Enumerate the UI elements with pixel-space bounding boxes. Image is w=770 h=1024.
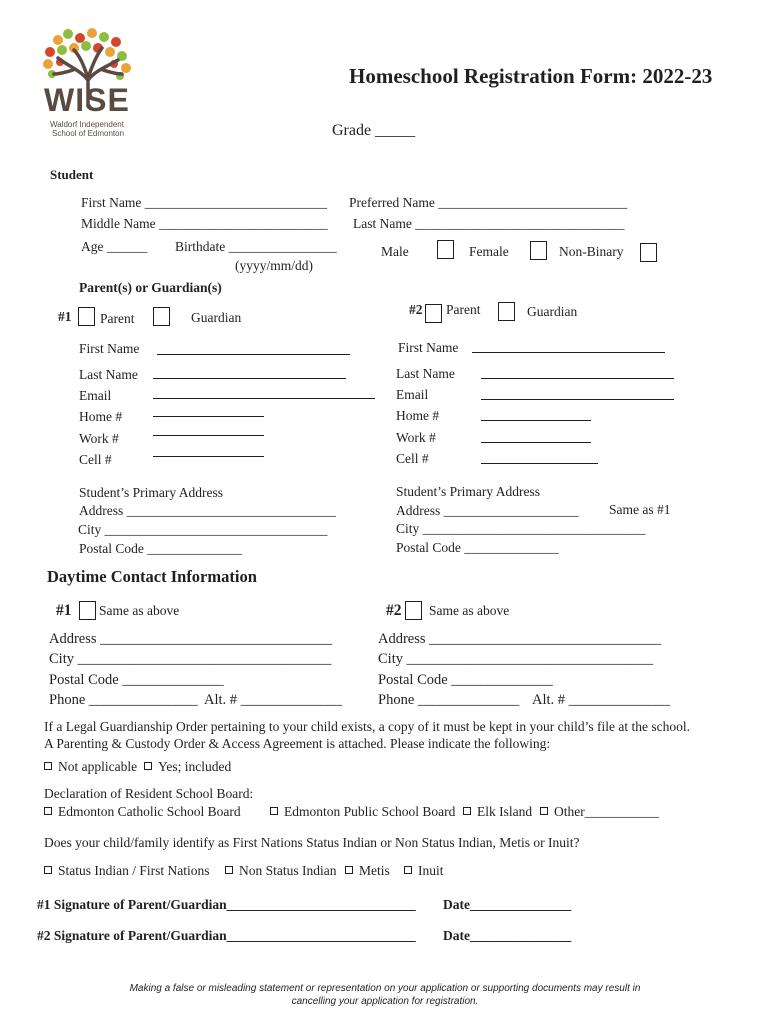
parent1-first-name-line[interactable] xyxy=(157,354,350,355)
contact2-address-field[interactable]: Address ________________________________ xyxy=(378,631,662,647)
inuit-checkbox[interactable] xyxy=(404,866,412,874)
parents-heading: Parent(s) or Guardian(s) xyxy=(79,280,222,295)
logo-line-1: Waldorf Independent xyxy=(50,120,124,129)
parent2-same-as-1[interactable]: Same as #1 xyxy=(609,502,671,517)
other-label: Other___________ xyxy=(554,804,659,819)
contact1-postal-field[interactable]: Postal Code ______________ xyxy=(49,672,224,688)
contact1-address-field[interactable]: Address ________________________________ xyxy=(49,631,333,647)
parent1-first-name-label: First Name xyxy=(79,341,140,356)
contact1-same-checkbox[interactable] xyxy=(79,601,96,620)
parent2-cell-label: Cell # xyxy=(396,451,429,466)
metis-label: Metis xyxy=(359,863,390,878)
identity-option-metis[interactable] xyxy=(345,863,390,879)
gender-female-label: Female xyxy=(469,244,509,259)
not-applicable-checkbox[interactable] xyxy=(44,762,52,770)
parent1-parent-checkbox[interactable] xyxy=(78,307,95,326)
legal-line-1: If a Legal Guardianship Order pertaining to your child exists, a copy of it must be kept in your child’s file at the school. xyxy=(44,719,690,734)
elk-island-checkbox[interactable] xyxy=(463,807,471,815)
parent2-parent-checkbox[interactable] xyxy=(425,304,442,323)
parent2-last-name-line[interactable] xyxy=(481,378,674,379)
parent2-work-line[interactable] xyxy=(481,442,591,443)
catholic-label: Edmonton Catholic School Board xyxy=(58,804,241,819)
form-title: Homeschool Registration Form: 2022-23 xyxy=(349,64,713,88)
parent1-work-label: Work # xyxy=(79,431,119,446)
catholic-checkbox[interactable] xyxy=(44,807,52,815)
legal-option-yes-included[interactable] xyxy=(144,759,231,775)
contact2-same-checkbox[interactable] xyxy=(405,601,422,620)
birthdate-field[interactable]: Birthdate ________________ xyxy=(175,239,337,254)
board-heading: Declaration of Resident School Board: xyxy=(44,786,254,801)
non-status-label: Non Status Indian xyxy=(239,863,337,878)
elk-island-label: Elk Island xyxy=(477,804,533,819)
last-name-field[interactable]: Last Name _______________________________ xyxy=(353,216,625,231)
contact1-phone-field[interactable]: Phone _______________ xyxy=(49,692,198,708)
parent2-last-name-label: Last Name xyxy=(396,366,455,381)
legal-line-2: A Parenting & Custody Order & Access Agreement is attached. Please indicate the following: xyxy=(44,736,551,751)
student-heading: Student xyxy=(50,167,94,182)
other-checkbox[interactable] xyxy=(540,807,548,815)
parent2-address-field[interactable]: Address ____________________ xyxy=(396,503,579,518)
public-checkbox[interactable] xyxy=(270,807,278,815)
identity-option-non-status[interactable] xyxy=(225,863,337,879)
board-option-public[interactable] xyxy=(270,804,455,820)
parent2-work-label: Work # xyxy=(396,430,436,445)
age-field[interactable]: Age ______ xyxy=(81,239,148,254)
parent2-first-name-label: First Name xyxy=(398,340,459,355)
daytime-heading: Daytime Contact Information xyxy=(47,567,257,586)
parent2-parent-label: Parent xyxy=(446,302,481,317)
signature-2-field[interactable]: #2 Signature of Parent/Guardian____________________________ xyxy=(37,928,416,943)
parent2-postal-field[interactable]: Postal Code ______________ xyxy=(396,540,559,555)
preferred-name-field[interactable]: Preferred Name ____________________________ xyxy=(349,195,628,210)
date-2-field[interactable]: Date_______________ xyxy=(443,928,572,943)
parent1-last-name-line[interactable] xyxy=(153,378,346,379)
contact1-city-field[interactable]: City ___________________________________ xyxy=(49,651,332,667)
gender-nonbinary-checkbox[interactable] xyxy=(640,243,657,262)
parent1-postal-field[interactable]: Postal Code ______________ xyxy=(79,541,242,556)
parent2-city-field[interactable]: City _________________________________ xyxy=(396,521,646,536)
parent1-parent-label: Parent xyxy=(100,311,135,326)
parent2-email-label: Email xyxy=(396,387,429,402)
school-logo xyxy=(38,28,138,140)
identity-question: Does your child/family identify as First Nations Status Indian or Non Status Indian, Metis or Inuit? xyxy=(44,835,580,850)
parent1-email-line[interactable] xyxy=(153,398,375,399)
contact2-same-label: Same as above xyxy=(429,603,510,618)
yes-included-checkbox[interactable] xyxy=(144,762,152,770)
parent1-city-field[interactable]: City _________________________________ xyxy=(78,522,328,537)
parent1-email-label: Email xyxy=(79,388,112,403)
parent1-home-label: Home # xyxy=(79,409,123,424)
contact2-number: #2 xyxy=(386,602,402,619)
public-label: Edmonton Public School Board xyxy=(284,804,456,819)
parent2-number: #2 xyxy=(409,302,423,317)
gender-female-checkbox[interactable] xyxy=(530,241,547,260)
yes-included-label: Yes; included xyxy=(158,759,232,774)
grade-field[interactable]: Grade _____ xyxy=(332,122,416,139)
parent2-home-label: Home # xyxy=(396,408,440,423)
contact1-alt-field[interactable]: Alt. # ______________ xyxy=(204,692,343,708)
date-1-field[interactable]: Date_______________ xyxy=(443,897,572,912)
parent1-number: #1 xyxy=(58,309,72,324)
contact2-alt-field[interactable]: Alt. # ______________ xyxy=(532,692,671,708)
board-option-elk-island[interactable] xyxy=(463,804,532,820)
logo-wordmark: WISE xyxy=(44,82,130,118)
footer-line-2: cancelling your application for registration. xyxy=(291,996,479,1007)
parent1-cell-line[interactable] xyxy=(153,456,264,457)
first-name-field[interactable]: First Name ___________________________ xyxy=(81,195,327,210)
parent2-email-line[interactable] xyxy=(481,399,674,400)
gender-nonbinary-label: Non-Binary xyxy=(559,244,624,259)
parent2-cell-line[interactable] xyxy=(481,463,598,464)
footer-line-1: Making a false or misleading statement or representation on your application or supporting documents may result in xyxy=(129,983,641,994)
contact2-postal-field[interactable]: Postal Code ______________ xyxy=(378,672,553,688)
birthdate-format: (yyyy/mm/dd) xyxy=(235,258,313,273)
board-option-catholic[interactable] xyxy=(44,804,241,820)
parent2-guardian-label: Guardian xyxy=(527,304,578,319)
parent2-first-name-line[interactable] xyxy=(472,352,665,353)
parent1-last-name-label: Last Name xyxy=(79,367,138,382)
identity-option-status[interactable] xyxy=(44,863,210,879)
gender-male-checkbox[interactable] xyxy=(437,240,454,259)
parent2-address-heading: Student’s Primary Address xyxy=(396,484,540,499)
non-status-checkbox[interactable] xyxy=(225,866,233,874)
identity-option-inuit[interactable] xyxy=(404,863,444,879)
parent1-home-line[interactable] xyxy=(153,416,264,417)
parent1-guardian-checkbox[interactable] xyxy=(153,307,170,326)
parent2-guardian-checkbox[interactable] xyxy=(498,302,515,321)
contact1-number: #1 xyxy=(56,602,72,619)
parent1-guardian-label: Guardian xyxy=(191,310,242,325)
parent1-address-field[interactable]: Address _______________________________ xyxy=(79,503,336,518)
board-option-other[interactable] xyxy=(540,804,659,820)
contact1-same-label: Same as above xyxy=(99,603,180,618)
gender-male-label: Male xyxy=(381,244,409,259)
middle-name-field[interactable]: Middle Name _________________________ xyxy=(81,216,328,231)
legal-option-not-applicable[interactable] xyxy=(44,759,137,775)
contact2-phone-field[interactable]: Phone ______________ xyxy=(378,692,520,708)
not-applicable-label: Not applicable xyxy=(58,759,138,774)
parent1-address-heading: Student’s Primary Address xyxy=(79,485,223,500)
parent2-home-line[interactable] xyxy=(481,420,591,421)
parent1-cell-label: Cell # xyxy=(79,452,112,467)
signature-1-field[interactable]: #1 Signature of Parent/Guardian____________________________ xyxy=(37,897,416,912)
status-indian-checkbox[interactable] xyxy=(44,866,52,874)
metis-checkbox[interactable] xyxy=(345,866,353,874)
inuit-label: Inuit xyxy=(418,863,444,878)
logo-line-2: School of Edmonton xyxy=(52,129,125,138)
contact2-city-field[interactable]: City __________________________________ xyxy=(378,651,654,667)
parent1-work-line[interactable] xyxy=(153,435,264,436)
status-indian-label: Status Indian / First Nations xyxy=(58,863,210,878)
